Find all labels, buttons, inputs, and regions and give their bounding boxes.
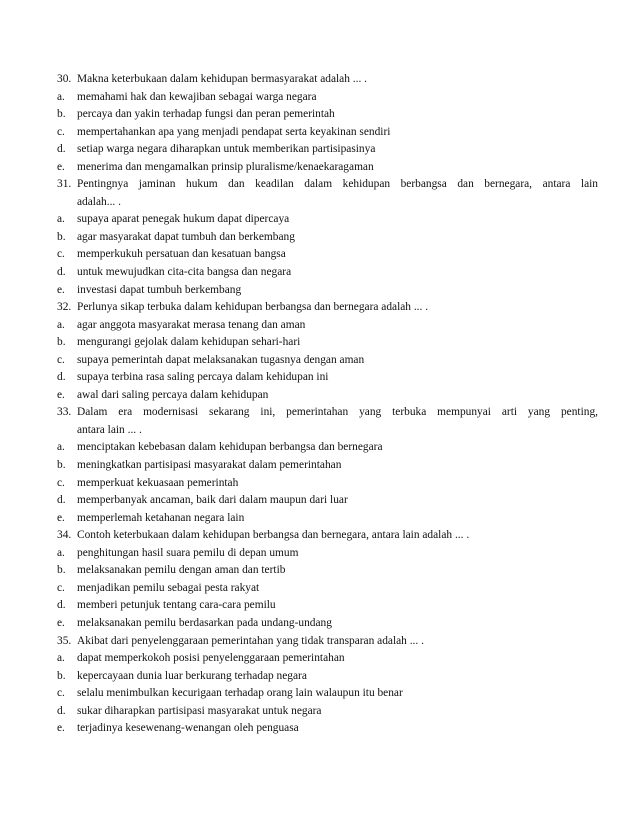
option-letter: b. [57, 564, 66, 577]
option-e [57, 720, 598, 738]
option-letter: b. [57, 108, 66, 121]
option-c [57, 352, 598, 370]
option-letter: a. [57, 318, 65, 331]
option-letter: a. [57, 213, 65, 226]
question-35 [57, 633, 598, 738]
question-stem [57, 299, 598, 317]
option-text: percaya dan yakin terhadap fungsi dan peran pemerintah [77, 108, 335, 121]
option-text: setiap warga negara diharapkan untuk memberikan partisipasinya [77, 143, 376, 156]
option-b [57, 457, 598, 475]
question-stem [57, 71, 598, 89]
option-letter: a. [57, 441, 65, 454]
option-c [57, 246, 598, 264]
option-text: menciptakan kebebasan dalam kehidupan berbangsa dan bernegara [77, 441, 383, 454]
option-letter: a. [57, 652, 65, 665]
question-number: 33. [57, 406, 72, 419]
question-31 [57, 176, 598, 299]
option-text: supaya pemerintah dapat melaksanakan tugasnya dengan aman [77, 353, 365, 366]
option-text: memperlemah ketahanan negara lain [77, 511, 245, 524]
option-text: penghitungan hasil suara pemilu di depan umum [77, 546, 299, 559]
option-a [57, 317, 598, 335]
option-d [57, 492, 598, 510]
question-text: Contoh keterbukaan dalam kehidupan berbangsa dan bernegara, antara lain adalah ... . [77, 529, 470, 542]
option-text: terjadinya kesewenang-wenangan oleh penguasa [77, 722, 299, 735]
option-c [57, 580, 598, 598]
question-text: Dalam era modernisasi sekarang ini, pemerintahan yang terbuka mempunyai arti yang penting, [77, 406, 598, 419]
option-letter: d. [57, 371, 66, 384]
question-text: adalah... . [77, 195, 121, 208]
option-text: memperkuat kekuasaan pemerintah [77, 476, 239, 489]
option-letter: b. [57, 230, 66, 243]
option-letter: c. [57, 353, 65, 366]
option-letter: d. [57, 143, 66, 156]
option-text: memperkukuh persatuan dan kesatuan bangsa [77, 248, 286, 261]
question-33 [57, 404, 598, 527]
option-b [57, 229, 598, 247]
option-text: untuk mewujudkan cita-cita bangsa dan negara [77, 266, 292, 279]
option-text: melaksanakan pemilu dengan aman dan tertib [77, 564, 286, 577]
question-text: antara lain ... . [77, 423, 142, 436]
option-letter: e. [57, 722, 65, 735]
option-d [57, 141, 598, 159]
question-number: 31. [57, 178, 72, 191]
question-stem-continuation [57, 194, 598, 212]
option-letter: c. [57, 476, 65, 489]
option-letter: e. [57, 283, 65, 296]
option-letter: a. [57, 90, 65, 103]
option-text: memberi petunjuk tentang cara-cara pemilu [77, 599, 276, 612]
option-d [57, 369, 598, 387]
option-letter: d. [57, 494, 66, 507]
option-letter: e. [57, 388, 65, 401]
question-stem [57, 633, 598, 651]
option-b [57, 668, 598, 686]
option-letter: e. [57, 616, 65, 629]
option-text: awal dari saling percaya dalam kehidupan [77, 388, 269, 401]
option-letter: b. [57, 459, 66, 472]
option-letter: d. [57, 266, 66, 279]
option-d [57, 597, 598, 615]
option-text: memperbanyak ancaman, baik dari dalam maupun dari luar [77, 494, 348, 507]
option-c [57, 124, 598, 142]
question-34 [57, 527, 598, 632]
option-letter: d. [57, 704, 66, 717]
option-c [57, 685, 598, 703]
option-b [57, 562, 598, 580]
option-e [57, 615, 598, 633]
question-text: Pentingnya jaminan hukum dan keadilan dalam kehidupan berbangsa dan bernegara, antara lain [77, 178, 598, 191]
option-text: supaya aparat penegak hukum dapat dipercaya [77, 213, 290, 226]
question-text: Makna keterbukaan dalam kehidupan bermasyarakat adalah ... . [77, 73, 368, 85]
option-d [57, 703, 598, 721]
option-text: memahami hak dan kewajiban sebagai warga negara [77, 90, 317, 103]
question-number: 32. [57, 301, 72, 314]
option-text: dapat memperkokoh posisi penyelenggaraan pemerintahan [77, 652, 345, 665]
option-e [57, 510, 598, 528]
option-letter: c. [57, 687, 65, 700]
option-letter: c. [57, 125, 65, 138]
question-stem-continuation [57, 422, 598, 440]
option-letter: a. [57, 546, 65, 559]
option-text: mengurangi gejolak dalam kehidupan sehari-hari [77, 336, 301, 349]
option-letter: d. [57, 599, 66, 612]
option-b [57, 334, 598, 352]
option-a [57, 211, 598, 229]
option-d [57, 264, 598, 282]
question-stem [57, 404, 598, 422]
option-text: kepercayaan dunia luar berkurang terhadap negara [77, 669, 307, 682]
option-a [57, 545, 598, 563]
question-32 [57, 299, 598, 404]
option-text: menjadikan pemilu sebagai pesta rakyat [77, 581, 260, 594]
option-e [57, 159, 598, 177]
option-text: meningkatkan partisipasi masyarakat dalam pemerintahan [77, 459, 342, 472]
option-text: investasi dapat tumbuh berkembang [77, 283, 242, 296]
question-number: 30. [57, 73, 72, 85]
option-text: melaksanakan pemilu berdasarkan pada undang-undang [77, 616, 332, 629]
question-30 [57, 71, 598, 176]
question-number: 34. [57, 529, 72, 542]
option-b [57, 106, 598, 124]
option-text: mempertahankan apa yang menjadi pendapat serta keyakinan sendiri [77, 125, 391, 138]
question-text: Akibat dari penyelenggaraan pemerintahan yang tidak transparan adalah ... . [77, 634, 424, 647]
option-text: selalu menimbulkan kecurigaan terhadap orang lain walaupun itu benar [77, 687, 403, 700]
option-e [57, 282, 598, 300]
option-a [57, 89, 598, 107]
option-letter: c. [57, 581, 65, 594]
question-stem [57, 176, 598, 194]
option-text: sukar diharapkan partisipasi masyarakat untuk negara [77, 704, 322, 717]
option-c [57, 475, 598, 493]
option-text: agar masyarakat dapat tumbuh dan berkembang [77, 230, 295, 243]
option-letter: b. [57, 669, 66, 682]
option-a [57, 439, 598, 457]
option-letter: c. [57, 248, 65, 261]
option-text: agar anggota masyarakat merasa tenang dan aman [77, 318, 306, 331]
option-e [57, 387, 598, 405]
question-stem [57, 527, 598, 545]
option-text: menerima dan mengamalkan prinsip pluralisme/kenaekaragaman [77, 160, 374, 173]
question-text: Perlunya sikap terbuka dalam kehidupan berbangsa dan bernegara adalah ... . [77, 301, 429, 314]
option-letter: b. [57, 336, 66, 349]
option-letter: e. [57, 160, 65, 173]
option-a [57, 650, 598, 668]
option-text: supaya terbina rasa saling percaya dalam kehidupan ini [77, 371, 329, 384]
question-number: 35. [57, 634, 72, 647]
option-letter: e. [57, 511, 65, 524]
